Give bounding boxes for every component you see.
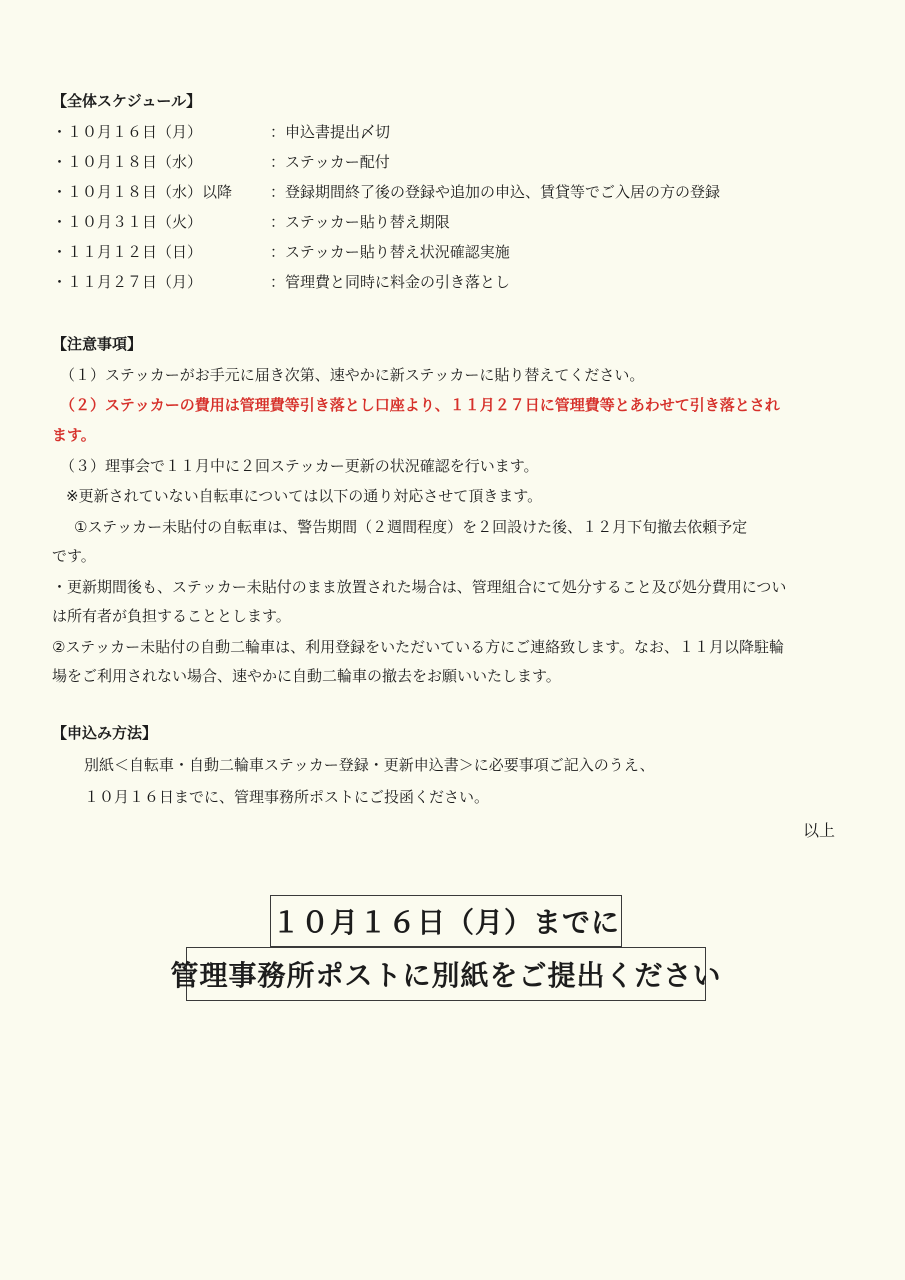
submission-callout: 管理事務所ポストに別紙をご提出ください bbox=[186, 947, 706, 1001]
bike-disposal-line2: は所有者が負担することとします。 bbox=[52, 607, 291, 625]
bike-policy-line1: ①ステッカー未貼付の自転車は、警告期間（２週間程度）を２回設けた後、１２月下旬撤去依頼予定 bbox=[74, 518, 748, 536]
schedule-date: ・１１月１２日（日） bbox=[52, 243, 203, 261]
apply-line1: 別紙＜自転車・自動二輪車ステッカー登録・更新申込書＞に必要事項ご記入のうえ、 bbox=[84, 756, 655, 774]
note-item-1: （１）ステッカーがお手元に届き次第、速やかに新ステッカーに貼り替えてください。 bbox=[60, 366, 645, 384]
motorcycle-policy-line2: 場をご利用されない場合、速やかに自動二輪車の撤去をお願いいたします。 bbox=[52, 667, 561, 685]
schedule-date: ・１０月１６日（月） bbox=[52, 123, 203, 141]
schedule-desc: ：登録期間終了後の登録や追加の申込、賃貸等でご入居の方の登録 bbox=[270, 183, 721, 201]
notes-heading: 【注意事項】 bbox=[52, 335, 143, 353]
bike-disposal-line1: ・更新期間後も、ステッカー未貼付のまま放置された場合は、管理組合にて処分すること及び処分費用につい bbox=[52, 578, 787, 596]
note-item-2-number: （２） bbox=[60, 396, 106, 414]
schedule-desc: ：ステッカー貼り替え状況確認実施 bbox=[270, 243, 510, 261]
note-item-2-continued: ます。 bbox=[52, 426, 96, 444]
schedule-desc: ：管理費と同時に料金の引き落とし bbox=[270, 273, 511, 291]
note-item-3-sub: ※更新されていない自転車については以下の通り対応させて頂きます。 bbox=[66, 487, 543, 505]
schedule-desc: ：申込書提出〆切 bbox=[270, 123, 391, 141]
note-item-2-text: ステッカーの費用は管理費等引き落とし口座より、１１月２７日に管理費等とあわせて引き落とされ bbox=[105, 396, 780, 414]
schedule-date: ・１０月３１日（火） bbox=[52, 213, 203, 231]
closing-text: 以上 bbox=[803, 821, 836, 840]
schedule-date: ・１０月１８日（水）以降 bbox=[52, 183, 233, 201]
deadline-callout: １０月１６日（月）までに bbox=[270, 895, 622, 947]
bike-policy-line2: です。 bbox=[52, 547, 96, 565]
schedule-desc: ：ステッカー配付 bbox=[270, 153, 390, 171]
motorcycle-policy-line1: ②ステッカー未貼付の自動二輪車は、利用登録をいただいている方にご連絡致します。なお、１１月以降駐輪 bbox=[52, 638, 784, 656]
schedule-heading: 【全体スケジュール】 bbox=[52, 92, 202, 110]
note-item-2 bbox=[60, 394, 780, 415]
apply-heading: 【申込み方法】 bbox=[52, 724, 158, 742]
schedule-date: ・１０月１８日（水） bbox=[52, 153, 203, 171]
note-item-3: （３）理事会で１１月中に２回ステッカー更新の状況確認を行います。 bbox=[60, 457, 539, 475]
schedule-date: ・１１月２７日（月） bbox=[52, 273, 203, 291]
schedule-desc: ：ステッカー貼り替え期限 bbox=[270, 213, 450, 231]
apply-line2: １０月１６日までに、管理事務所ポストにご投函ください。 bbox=[84, 788, 490, 806]
